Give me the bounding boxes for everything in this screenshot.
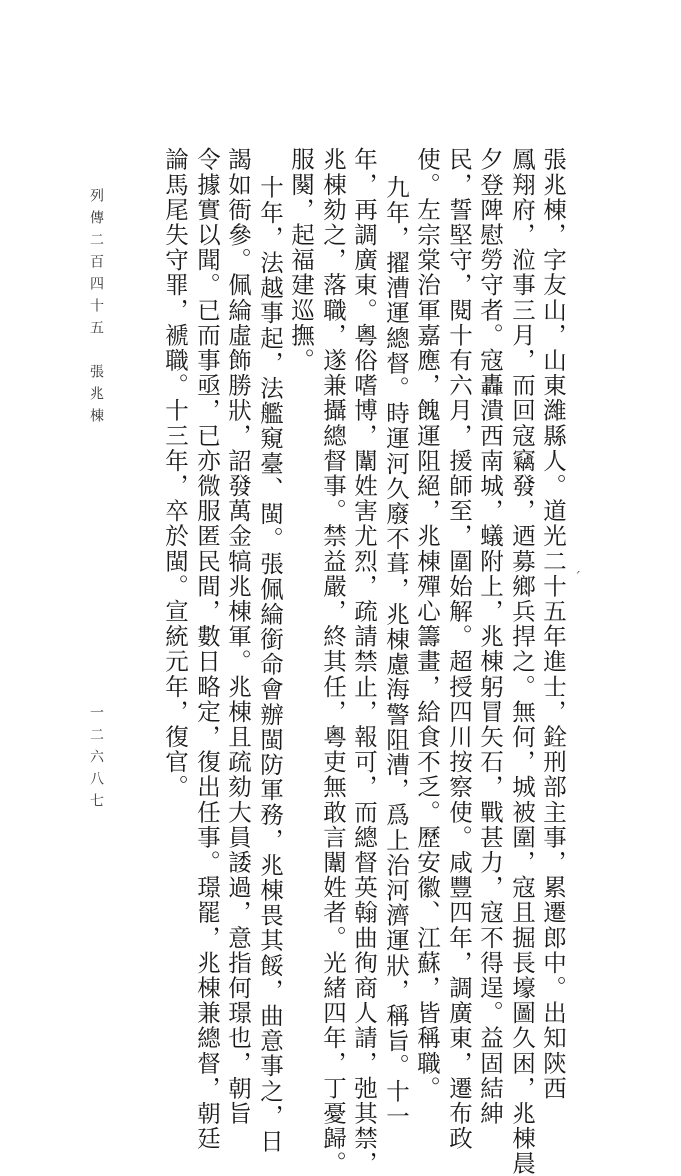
- text-column-7: 年，再調廣東。粵俗嗜博，闈姓害尤烈，疏請禁止，報可，而總督英翰曲徇商人請，弛其禁，: [350, 147, 378, 1176]
- text-column-10: 十年，法越事起，法艦窺臺、閩。張佩綸銜命會辦閩防軍務，兆棟畏其餒，曲意事之，日: [256, 175, 284, 1154]
- text-column-1: 張兆棟，字友山，山東濰縣人。道光二十五年進士，銓刑部主事，累遷郎中。出知陝西: [539, 147, 567, 1101]
- text-column-12: 令據實以聞。已而事亟，已亦微服匿民間，數日略定，復出任事。璟罷，兆棟兼總督，朝廷: [193, 147, 221, 1151]
- text-column-6: 九年，擢漕運總督。時運河久廢不葺，兆棟慮海警阻漕，爲上治河濟運狀，稱旨。十一: [382, 175, 410, 1129]
- text-column-11: 謁如衙參。佩綸虛飾勝狀，詔發萬金犒兆棟軍。兆棟且疏劾大員諉過，意指何璟也，朝旨: [224, 147, 252, 1126]
- page-number: 一二六八七: [88, 705, 104, 815]
- running-title: 列傳二百四十五 張兆棟: [88, 188, 104, 430]
- text-column-3: 夕登陴慰勞守者。寇轟潰西南城，蟻附上，兆棟躬冒矢石，戰甚力，寇不得逞。益固結紳: [476, 147, 504, 1126]
- text-column-2: 鳳翔府，涖事三月，而回寇竊發，迺募鄉兵捍之。無何，城被圍，寇且掘長壕圖久困，兆棟晨: [508, 147, 536, 1176]
- text-column-13: 論馬尾失守罪，褫職。十三年，卒於閩。宣統元年，復官。: [161, 147, 189, 800]
- printer-tick-mark: ˊ: [574, 570, 581, 586]
- text-column-5: 使。左宗棠治軍嘉應，餽運阻絕，兆棟殫心籌畫，給食不乏。歷安徽、江蘇，皆稱職。: [413, 147, 441, 1101]
- text-column-9: 服闋，起福建巡撫。: [287, 147, 315, 373]
- text-column-8: 兆棟劾之，落職，遂兼攝總督事。禁益嚴，終其任，粵吏無敢言闈姓者。光緒四年，丁憂歸。: [319, 147, 347, 1176]
- text-column-4: 民，誓堅守，閱十有六月，援師至，圍始解。超授四川按察使。咸豐四年，調廣東，遷布政: [445, 147, 473, 1151]
